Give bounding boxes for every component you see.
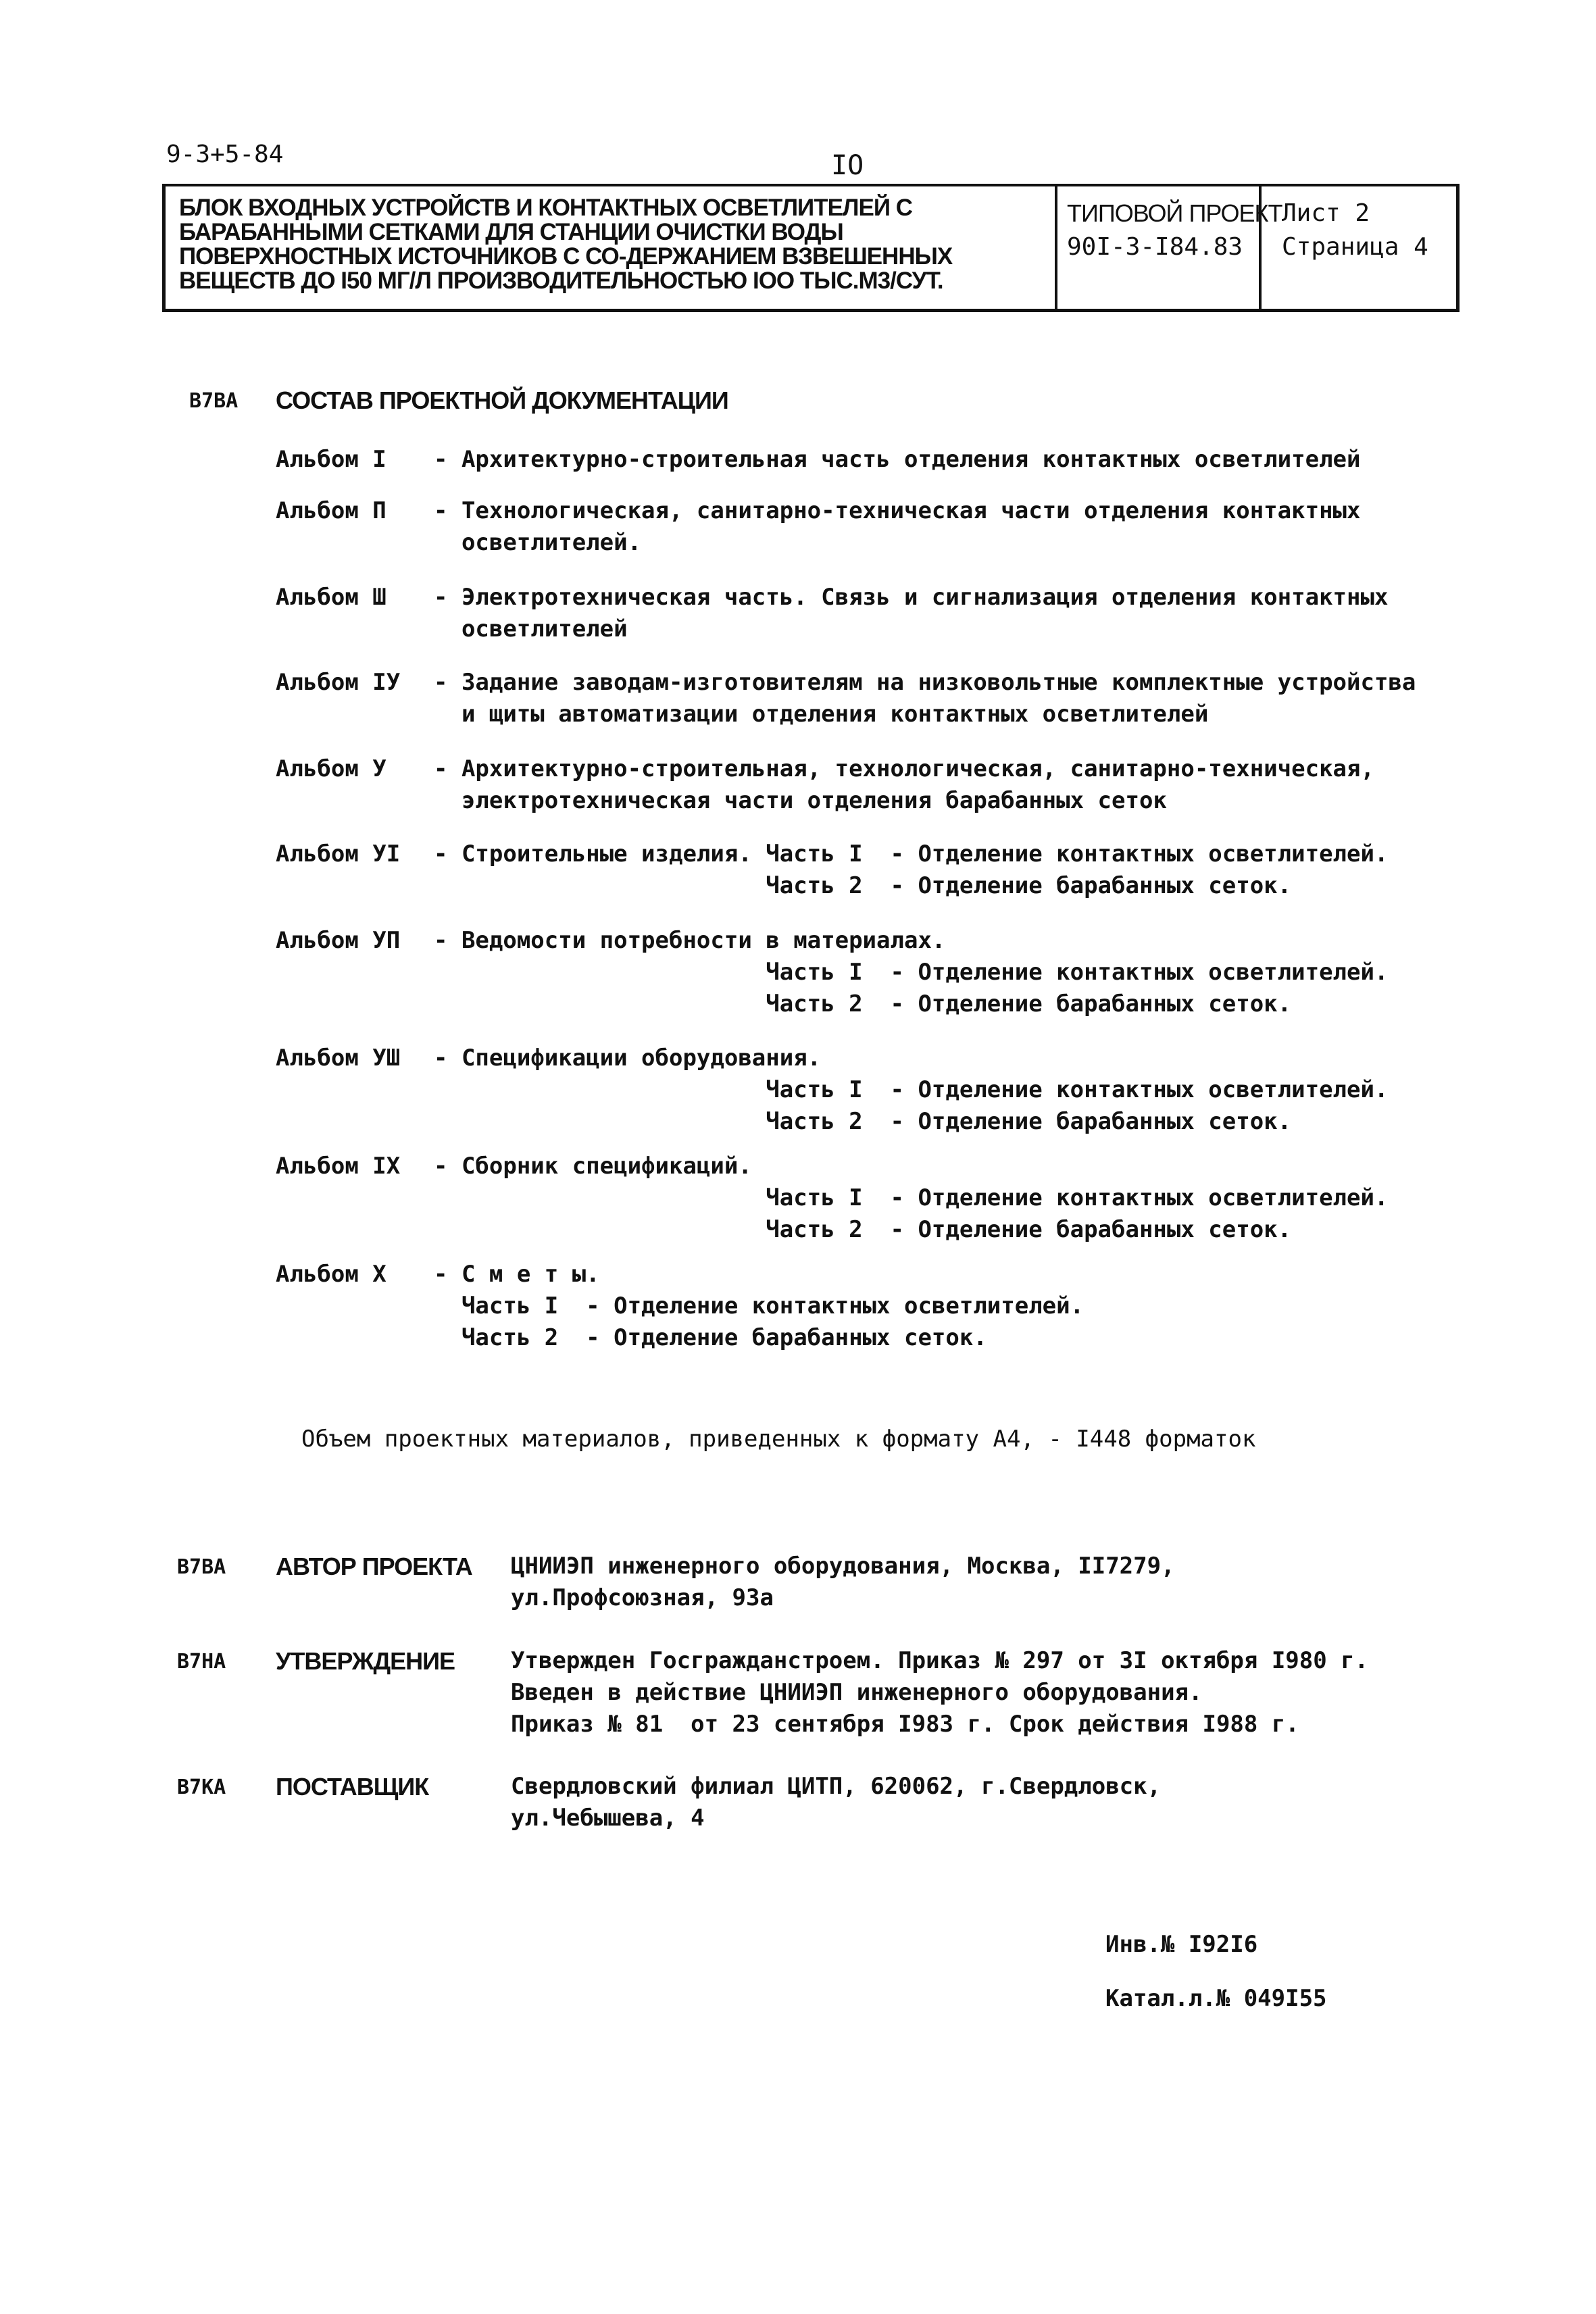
album-description-line: - Задание заводам-изготовителям на низковольтные комплектные устройства bbox=[434, 669, 1416, 696]
album-description-line: Часть I - Отделение контактных осветлителей. bbox=[434, 1292, 1084, 1319]
info-line: Утвержден Госгражданстроем. Приказ № 297 от 3I октября I980 г. bbox=[511, 1647, 1369, 1674]
info-line: ЦНИИЭП инженерного оборудования, Москва, II7279, bbox=[511, 1553, 1175, 1580]
page-number: IO bbox=[831, 150, 864, 181]
album-description-line: - С м е т ы. bbox=[434, 1261, 600, 1288]
album-description-line: Часть 2 - Отделение барабанных сеток. bbox=[434, 872, 1292, 899]
info-line: Введен в действие ЦНИИЭП инженерного оборудования. bbox=[511, 1679, 1203, 1706]
info-label: ПОСТАВЩИК bbox=[276, 1773, 429, 1801]
composition-code: В7ВА bbox=[189, 389, 239, 413]
album-label: Альбом У bbox=[276, 755, 386, 782]
album-description-line: Часть 2 - Отделение барабанных сеток. bbox=[434, 1216, 1292, 1243]
album-description-line: Часть I - Отделение контактных осветлителей. bbox=[434, 1076, 1389, 1103]
info-label: УТВЕРЖДЕНИЕ bbox=[276, 1647, 455, 1675]
album-description-line: - Сборник спецификаций. bbox=[434, 1153, 752, 1180]
album-description-line: - Электротехническая часть. Связь и сигнализация отделения контактных bbox=[434, 584, 1389, 611]
info-line: ул.Профсоюзная, 93а bbox=[511, 1584, 774, 1611]
album-label: Альбом IУ bbox=[276, 669, 401, 696]
album-description-line: - Архитектурно-строительная, технологическая, санитарно-техническая, bbox=[434, 755, 1374, 782]
album-label: Альбом I bbox=[276, 446, 386, 473]
info-line: Свердловский филиал ЦИТП, 620062, г.Свердловск, bbox=[511, 1773, 1162, 1800]
album-label: Альбом IX bbox=[276, 1153, 401, 1180]
divider bbox=[1055, 186, 1057, 309]
album-description-line: Часть 2 - Отделение барабанных сеток. bbox=[434, 1108, 1292, 1135]
album-label: Альбом УI bbox=[276, 840, 401, 867]
album-description-line: Часть I - Отделение контактных осветлителей. bbox=[434, 1184, 1389, 1211]
composition-heading: СОСТАВ ПРОЕКТНОЙ ДОКУМЕНТАЦИИ bbox=[276, 386, 728, 414]
info-label: АВТОР ПРОЕКТА bbox=[276, 1553, 472, 1580]
catalog-number: Катал.л.№ 049I55 bbox=[1105, 1985, 1327, 2012]
sheet-label: Лист 2 bbox=[1282, 199, 1370, 227]
project-label: ТИПОВОЙ ПРОЕКТ bbox=[1067, 199, 1282, 227]
title-block bbox=[162, 184, 1460, 312]
info-code: В7КА bbox=[177, 1776, 226, 1799]
project-number: 90I-3-I84.83 bbox=[1067, 233, 1243, 261]
project-title: БЛОК ВХОДНЫХ УСТРОЙСТВ И КОНТАКТНЫХ ОСВЕТЛИТЕЛЕЙ С БАРАБАННЫМИ СЕТКАМИ ДЛЯ СТАНЦИИ ОЧИСТКИ ВОДЫ ПОВЕРХНОСТНЫХ ИСТОЧНИКОВ С СО-ДЕРЖАНИЕМ ВЗВЕШЕННЫХ ВЕЩЕСТВ ДО I50 МГ/Л ПРОИЗВОДИТЕЛЬНОСТЬЮ IOO ТЫС.М3/СУТ. bbox=[179, 195, 953, 294]
album-description-line: осветлителей. bbox=[434, 529, 642, 556]
volume-note: Объем проектных материалов, приведенных к формату А4, - I448 форматок bbox=[301, 1426, 1256, 1453]
info-code: В7НА bbox=[177, 1650, 226, 1674]
album-label: Альбом УП bbox=[276, 927, 401, 954]
info-line: ул.Чебышева, 4 bbox=[511, 1805, 705, 1832]
album-description-line: осветлителей bbox=[434, 615, 628, 643]
album-description-line: Часть I - Отделение контактных осветлителей. bbox=[434, 959, 1389, 986]
album-label: Альбом П bbox=[276, 497, 386, 524]
album-description-line: электротехническая части отделения барабанных сеток bbox=[434, 787, 1167, 814]
inventory-number: Инв.№ I92I6 bbox=[1105, 1931, 1258, 1958]
album-description-line: Часть 2 - Отделение барабанных сеток. bbox=[434, 1324, 987, 1351]
album-description-line: - Архитектурно-строительная часть отделения контактных осветлителей bbox=[434, 446, 1361, 473]
album-description-line: Часть 2 - Отделение барабанных сеток. bbox=[434, 990, 1292, 1017]
album-description-line: - Спецификации оборудования. bbox=[434, 1045, 822, 1072]
album-description-line: - Строительные изделия. Часть I - Отделение контактных осветлителей. bbox=[434, 840, 1389, 867]
info-line: Приказ № 81 от 23 сентября I983 г. Срок действия I988 г. bbox=[511, 1711, 1299, 1738]
album-description-line: и щиты автоматизации отделения контактных осветлителей bbox=[434, 701, 1209, 728]
album-label: Альбом УШ bbox=[276, 1045, 401, 1072]
document-code: 9-3+5-84 bbox=[166, 141, 284, 168]
album-label: Альбом Ш bbox=[276, 584, 386, 611]
album-description-line: - Ведомости потребности в материалах. bbox=[434, 927, 946, 954]
page-label: Страница 4 bbox=[1282, 233, 1428, 261]
album-description-line: - Технологическая, санитарно-техническая части отделения контактных bbox=[434, 497, 1361, 524]
info-code: В7ВА bbox=[177, 1555, 226, 1579]
album-label: Альбом X bbox=[276, 1261, 386, 1288]
